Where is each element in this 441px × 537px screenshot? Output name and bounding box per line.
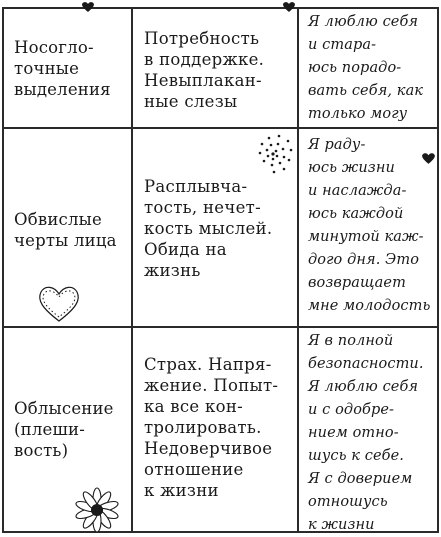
affirmation-cell: Я люблю себя и стара- юсь порадо- вать себя, как только могу: [308, 14, 424, 122]
table-left-border: [2, 7, 4, 533]
affirmation-cell: Я в полной безопасности. Я люблю себя и с одобре- нием отно- шусь к себе. Я с доверием отношусь к жизни: [308, 333, 424, 533]
column-divider-1: [131, 7, 133, 533]
ailment-cell: Обвислые черты лица: [14, 210, 117, 250]
table-top-border: [2, 7, 439, 9]
spiral-dots-icon: [252, 130, 294, 178]
cause-cell: Расплывча- тость, нечет- кость мыслей. Обида на жизнь: [144, 177, 273, 280]
row-divider-2: [2, 326, 439, 328]
daisy-flower-icon: [73, 486, 121, 534]
cause-cell: Страх. Напря- жение. Попыт- ка все кон- тролировать. Недоверчивое отношение к жизни: [144, 355, 279, 500]
ailment-cell: Облысение (плеши- вость): [14, 399, 114, 460]
outline-heart-icon: [34, 284, 84, 324]
column-divider-2: [297, 7, 299, 533]
row-divider-1: [2, 127, 439, 129]
cause-cell: Потребность в поддержке. Невыплакан- ные слезы: [144, 29, 265, 111]
table-right-border: [437, 7, 439, 533]
heart-icon: [421, 152, 436, 165]
heart-icon: [81, 1, 95, 13]
affirmation-cell: Я раду- юсь жизни и наслажда- юсь каждой минутой каж- дого дня. Это возвращает мне молодость: [308, 137, 431, 314]
ailment-cell: Носогло- точные выделения: [14, 38, 111, 99]
heart-icon: [282, 1, 296, 13]
